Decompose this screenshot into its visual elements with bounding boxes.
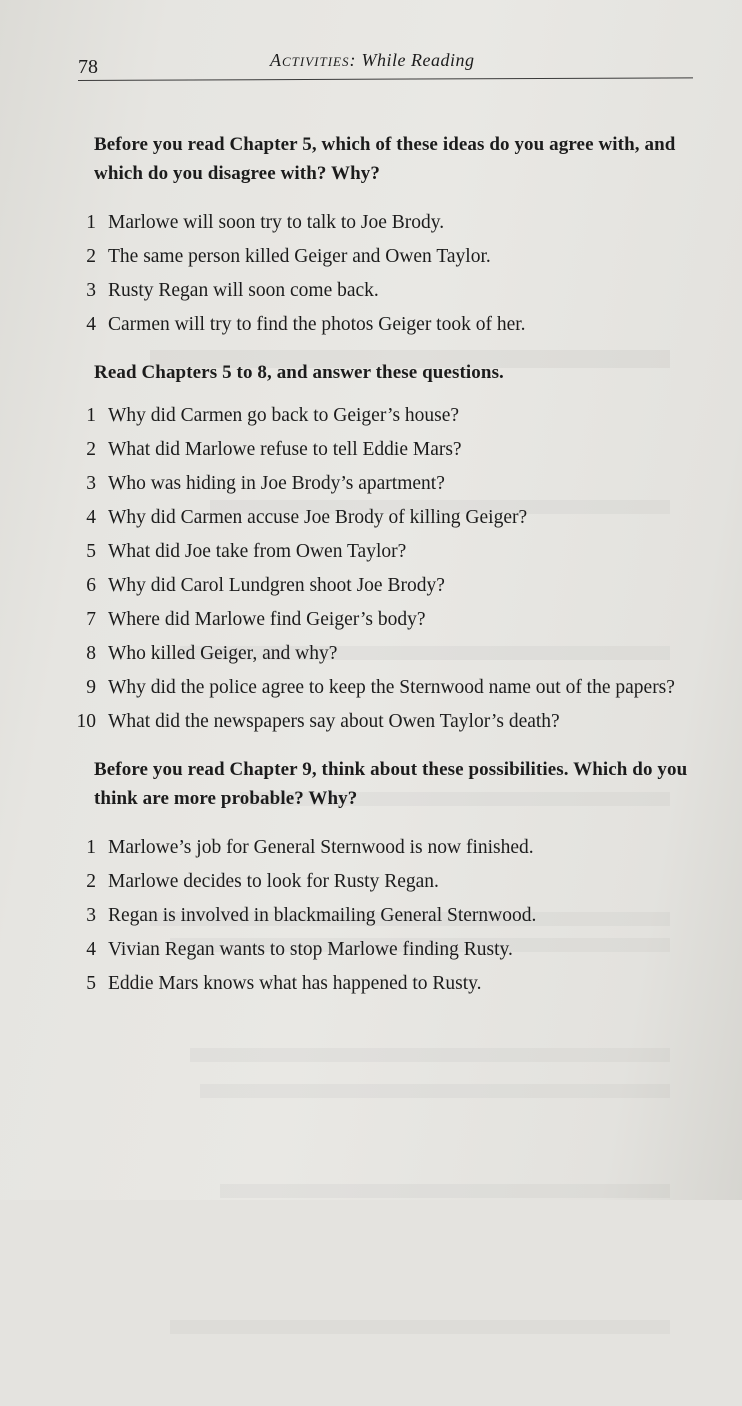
item-text: Eddie Mars knows what has happened to Rusty. [108,973,482,994]
activities-content [62,130,702,1001]
list-item [62,535,702,569]
item-number: 3 [86,905,96,926]
list-item [62,274,702,308]
item-number: 2 [86,439,96,460]
list-item [62,705,702,739]
item-number: 1 [86,212,96,233]
list-item [62,206,702,240]
item-number: 8 [86,643,96,664]
running-head-caps: Activities: [270,50,357,70]
item-text: Who was hiding in Joe Brody’s apartment? [108,473,445,494]
list-item [62,603,702,637]
item-text: Where did Marlowe find Geiger’s body? [108,609,426,630]
item-number: 9 [86,677,96,698]
list-item [62,637,702,671]
list-item [62,899,702,933]
section-before-chapter-5 [62,130,702,342]
item-text: What did the newspapers say about Owen Taylor’s death? [108,711,560,732]
item-text: Why did Carol Lundgren shoot Joe Brody? [108,575,445,596]
running-head-title: While Reading [361,50,475,70]
item-number: 2 [86,246,96,267]
list-item [62,399,702,433]
item-text: Regan is involved in blackmailing General Sternwood. [108,905,537,926]
list-item [62,433,702,467]
item-text: Vivian Regan wants to stop Marlowe finding Rusty. [108,939,513,960]
item-number: 4 [86,939,96,960]
item-number: 5 [86,541,96,562]
list-item [62,501,702,535]
item-number: 3 [86,280,96,301]
item-number: 4 [86,314,96,335]
item-text: Marlowe’s job for General Sternwood is now finished. [108,837,534,858]
item-number: 1 [86,837,96,858]
item-text: Rusty Regan will soon come back. [108,280,379,301]
running-head [270,50,474,71]
list-item [62,671,702,705]
list-item [62,933,702,967]
item-text: Why did the police agree to keep the Sternwood name out of the papers? [108,677,675,698]
section-instruction: Read Chapters 5 to 8, and answer these questions. [94,362,504,383]
list-item [62,308,702,342]
item-number: 3 [86,473,96,494]
list-item [62,831,702,865]
item-number: 1 [86,405,96,426]
item-number: 4 [86,507,96,528]
section-before-chapter-9 [62,755,702,1001]
item-text: Why did Carmen go back to Geiger’s house? [108,405,460,426]
item-text: Marlowe will soon try to talk to Joe Brody. [108,212,445,233]
list-item [62,865,702,899]
section-instruction: Before you read Chapter 9, think about these possibilities. Which do you think are more probable? Why? [94,759,688,809]
item-number: 10 [76,711,96,732]
item-text: Carmen will try to find the photos Geiger took of her. [108,314,526,335]
list-item [62,467,702,501]
item-text: What did Joe take from Owen Taylor? [108,541,407,562]
item-text: The same person killed Geiger and Owen Taylor. [108,246,491,267]
list-item [62,569,702,603]
section-chapters-5-to-8 [62,358,702,739]
item-number: 6 [86,575,96,596]
section-instruction: Before you read Chapter 5, which of these ideas do you agree with, and which do you disagree with? Why? [94,134,676,184]
list-item [62,240,702,274]
item-text: Why did Carmen accuse Joe Brody of killing Geiger? [108,507,528,528]
list-item [62,967,702,1001]
page-number: 78 [78,56,98,78]
item-number: 2 [86,871,96,892]
item-text: Marlowe decides to look for Rusty Regan. [108,871,439,892]
item-number: 7 [86,609,96,630]
item-number: 5 [86,973,96,994]
item-text: Who killed Geiger, and why? [108,643,338,664]
item-text: What did Marlowe refuse to tell Eddie Mars? [108,439,462,460]
